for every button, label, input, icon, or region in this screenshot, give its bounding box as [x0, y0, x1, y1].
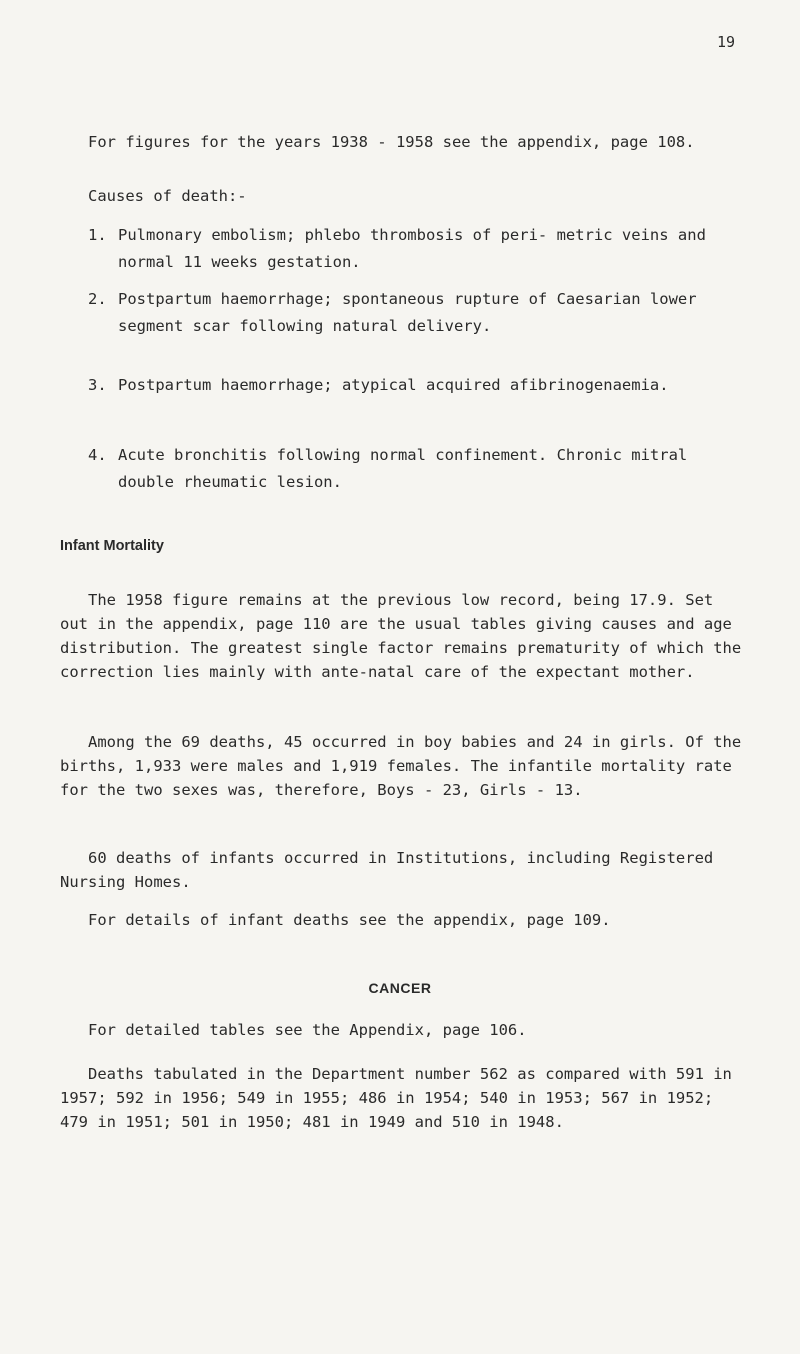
cause-item-1: [88, 222, 708, 276]
cause-text: Postpartum haemorrhage; atypical acquired afibrinogenaemia.: [118, 376, 669, 394]
cause-item-4: [88, 442, 708, 496]
infant-mortality-paragraph-4: For details of infant deaths see the appendix, page 109.: [88, 911, 611, 929]
cancer-paragraph-1: For detailed tables see the Appendix, page 106.: [88, 1021, 527, 1039]
cause-number: 4.: [88, 446, 107, 464]
cancer-paragraph-2: Deaths tabulated in the Department number 562 as compared with 591 in 1957; 592 in 1956; 549 in 1955; 486 in 1954; 540 in 1953; 567 in 1952; 479 in 1951; 501 in 1950; 481 in 1949 and 510 in 1948.: [60, 1065, 732, 1131]
infant-mortality-paragraph-3: 60 deaths of infants occurred in Institutions, including Registered Nursing Homes.: [60, 849, 714, 891]
cause-text: Postpartum haemorrhage; spontaneous rupture of Caesarian lower segment scar following natural delivery.: [118, 290, 697, 335]
intro-paragraph: For figures for the years 1938 - 1958 see the appendix, page 108.: [88, 133, 695, 151]
cause-item-2: [88, 286, 708, 340]
cause-number: 1.: [88, 226, 107, 244]
cause-item-3: [88, 372, 708, 399]
cause-text: Pulmonary embolism; phlebo thrombosis of peri- metric veins and normal 11 weeks gestation.: [118, 226, 706, 271]
infant-mortality-heading: Infant Mortality: [60, 538, 164, 554]
infant-mortality-paragraph-2: Among the 69 deaths, 45 occurred in boy babies and 24 in girls. Of the births, 1,933 were males and 1,919 females. The infantile mortality rate for the two sexes was, therefore, Boys - 23, Girls - 13.: [60, 733, 742, 799]
cancer-heading: CANCER: [368, 980, 432, 996]
cause-number: 3.: [88, 376, 107, 394]
cause-text: Acute bronchitis following normal confinement. Chronic mitral double rheumatic lesion.: [118, 446, 688, 491]
cause-number: 2.: [88, 290, 107, 308]
infant-mortality-paragraph-1: The 1958 figure remains at the previous low record, being 17.9. Set out in the appendix, page 110 are the usual tables giving causes and age distribution. The greatest single factor remains prematurity of which the correction lies mainly with ante-natal care of the expectant mother.: [60, 591, 742, 681]
page-number: 19: [717, 33, 736, 51]
causes-label: Causes of death:-: [88, 187, 247, 205]
